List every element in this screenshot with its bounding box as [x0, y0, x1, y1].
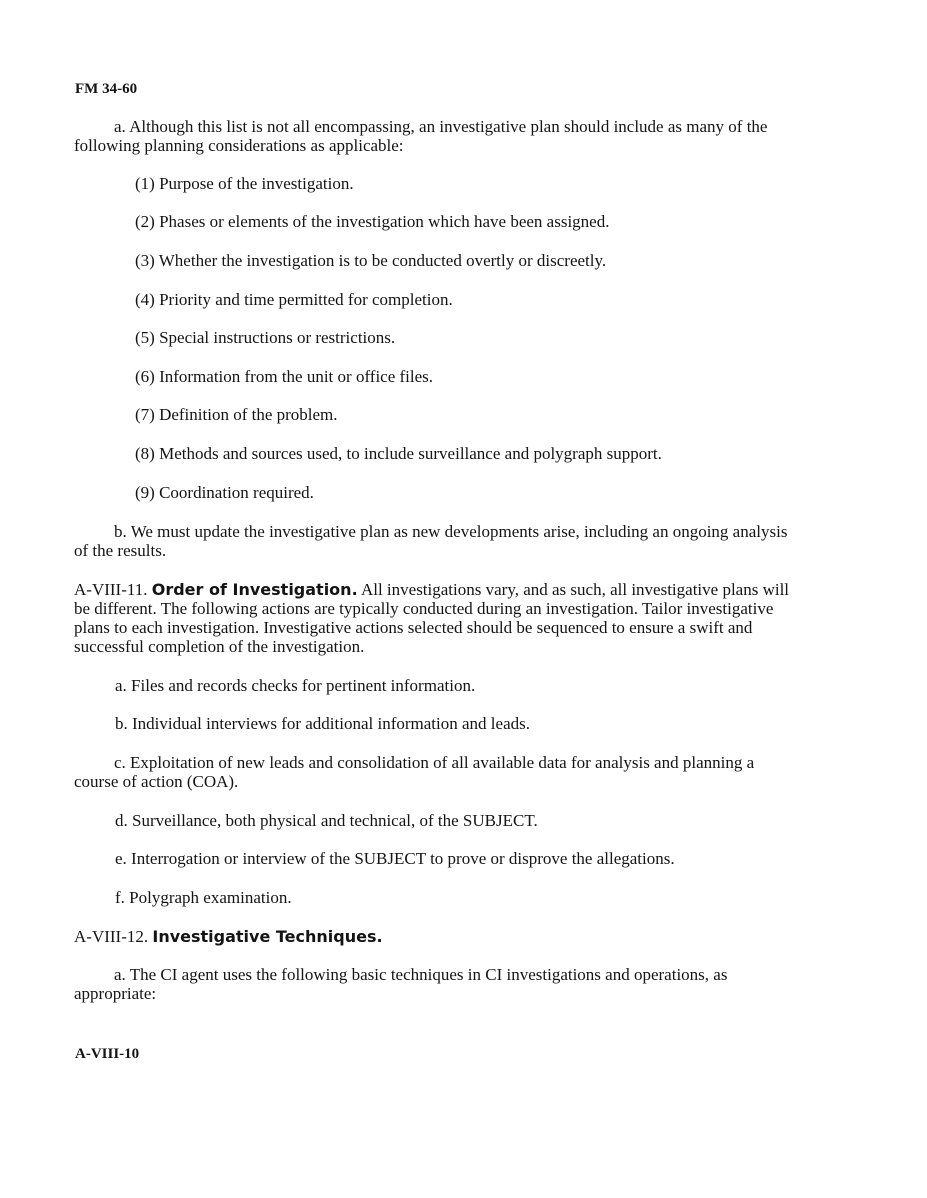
plan-item-6: (6) Information from the unit or office files.: [135, 367, 434, 386]
plan-item-1: (1) Purpose of the investigation.: [135, 174, 354, 193]
order-item-a: a. Files and records checks for pertinent information.: [115, 676, 476, 695]
plan-item-9: (9) Coordination required.: [135, 483, 314, 502]
order-item-c: c. Exploitation of new leads and consolidation of all available data for analysis and planning a course of action (COA).: [74, 753, 755, 791]
page-header: FM 34-60: [75, 81, 138, 97]
order-paragraph: [74, 580, 794, 656]
plan-item-3: (3) Whether the investigation is to be conducted overtly or discreetly.: [135, 251, 607, 270]
techniques-paragraph-a: a. The CI agent uses the following basic techniques in CI investigations and operations, as appropriate:: [74, 965, 728, 1003]
order-item-b: b. Individual interviews for additional information and leads.: [115, 714, 530, 733]
order-item-f: f. Polygraph examination.: [115, 888, 292, 907]
page-footer: A-VIII-10: [75, 1046, 140, 1062]
order-item-d: d. Surveillance, both physical and technical, of the SUBJECT.: [115, 811, 538, 830]
techniques-heading: [74, 927, 794, 946]
section-title: Investigative Techniques.: [152, 927, 383, 946]
plan-item-8: (8) Methods and sources used, to include surveillance and polygraph support.: [135, 444, 662, 463]
section-body: All investigations vary, and as such, all investigative plans will be different. The following actions are typically conducted during an investigation. Tailor investigative plans to each investigation. Investigative actions selected should be sequenced to ensure a swift and successful completion of the investigation.: [74, 580, 790, 656]
plan-paragraph-b: b. We must update the investigative plan as new developments arise, including an ongoing analysis of the results.: [74, 522, 788, 560]
plan-item-2: (2) Phases or elements of the investigation which have been assigned.: [135, 212, 610, 231]
plan-item-5: (5) Special instructions or restrictions.: [135, 328, 396, 347]
section-title: Order of Investigation.: [151, 580, 358, 599]
order-item-e: e. Interrogation or interview of the SUBJECT to prove or disprove the allegations.: [115, 849, 675, 868]
section-number: A-VIII-12.: [74, 927, 149, 946]
plan-item-7: (7) Definition of the problem.: [135, 405, 338, 424]
section-number: A-VIII-11.: [74, 580, 148, 599]
plan-item-4: (4) Priority and time permitted for completion.: [135, 290, 453, 309]
plan-paragraph-a: a. Although this list is not all encompassing, an investigative plan should include as many of the following planning considerations as applicable:: [74, 117, 768, 155]
